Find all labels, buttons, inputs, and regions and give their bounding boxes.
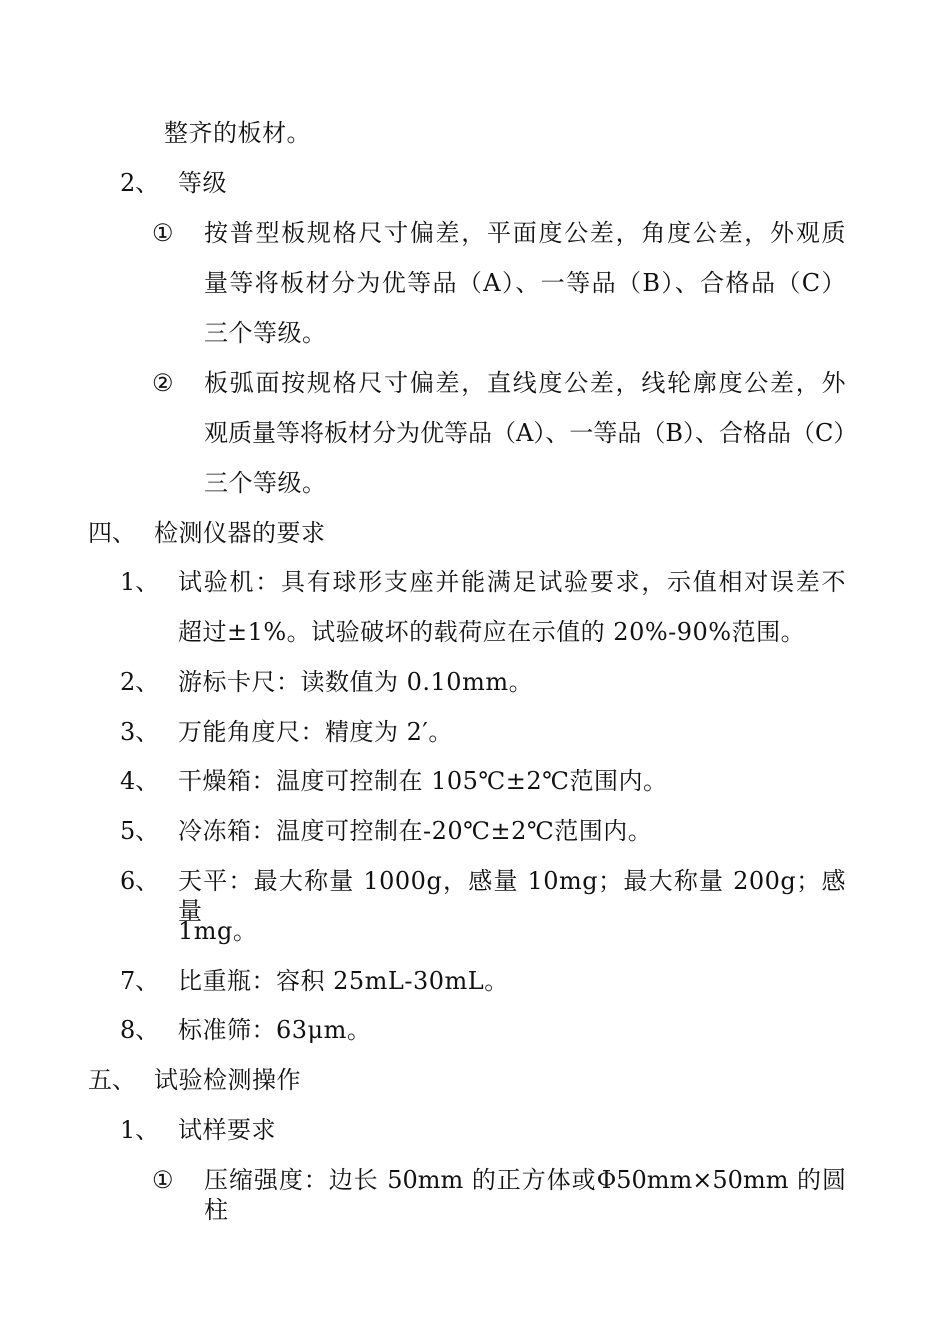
text-line: 标准筛：63μm。 (178, 1016, 372, 1044)
list-number: 1、 (120, 1116, 160, 1144)
section-heading: 试验检测操作 (154, 1066, 301, 1094)
subsection-heading: 试样要求 (178, 1116, 276, 1144)
text-line: 比重瓶：容积 25mL-30mL。 (178, 967, 509, 995)
list-number: ① (152, 219, 174, 247)
list-number: 5、 (120, 817, 160, 845)
list-number: 4、 (120, 767, 160, 795)
text-line: 整齐的板材。 (164, 119, 311, 147)
list-number: 2、 (120, 668, 160, 696)
text-line: 三个等级。 (204, 469, 327, 497)
text-line: 压缩强度：边长 50mm 的正方体或Φ50mm×50mm 的圆柱 (204, 1166, 846, 1224)
text-line: 观质量等将板材分为优等品（A）、一等品（B）、合格品（C） (204, 419, 858, 447)
list-number: 2、 (120, 169, 160, 197)
list-number: ① (152, 1166, 174, 1194)
text-line: 天平：最大称量 1000g，感量 10mg；最大称量 200g；感量 (178, 867, 846, 925)
text-line: 板弧面按规格尺寸偏差，直线度公差，线轮廓度公差，外 (204, 369, 846, 397)
section-number: 四、 (88, 519, 136, 547)
text-line: 干燥箱：温度可控制在 105℃±2℃范围内。 (178, 767, 668, 795)
text-line: 试验机：具有球形支座并能满足试验要求，示值相对误差不 (178, 568, 846, 596)
subsection-heading: 等级 (178, 169, 227, 197)
list-number: 8、 (120, 1016, 160, 1044)
text-line: 三个等级。 (204, 319, 327, 347)
text-line: 按普型板规格尺寸偏差，平面度公差，角度公差，外观质 (204, 219, 846, 247)
section-number: 五、 (88, 1066, 136, 1094)
text-line: 万能角度尺：精度为 2′。 (178, 718, 453, 746)
list-number: 6、 (120, 867, 160, 895)
section-heading: 检测仪器的要求 (154, 519, 326, 547)
text-line: 超过±1%。试验破坏的载荷应在示值的 20%-90%范围。 (178, 618, 806, 646)
text-line: 冷冻箱：温度可控制在-20℃±2℃范围内。 (178, 817, 653, 845)
list-number: 7、 (120, 967, 160, 995)
text-line: 1mg。 (178, 917, 258, 945)
text-line: 量等将板材分为优等品（A）、一等品（B）、合格品（C） (204, 269, 846, 297)
text-line: 游标卡尺：读数值为 0.10mm。 (178, 668, 534, 696)
list-number: 3、 (120, 718, 160, 746)
list-number: ② (152, 369, 174, 397)
list-number: 1、 (120, 568, 160, 596)
